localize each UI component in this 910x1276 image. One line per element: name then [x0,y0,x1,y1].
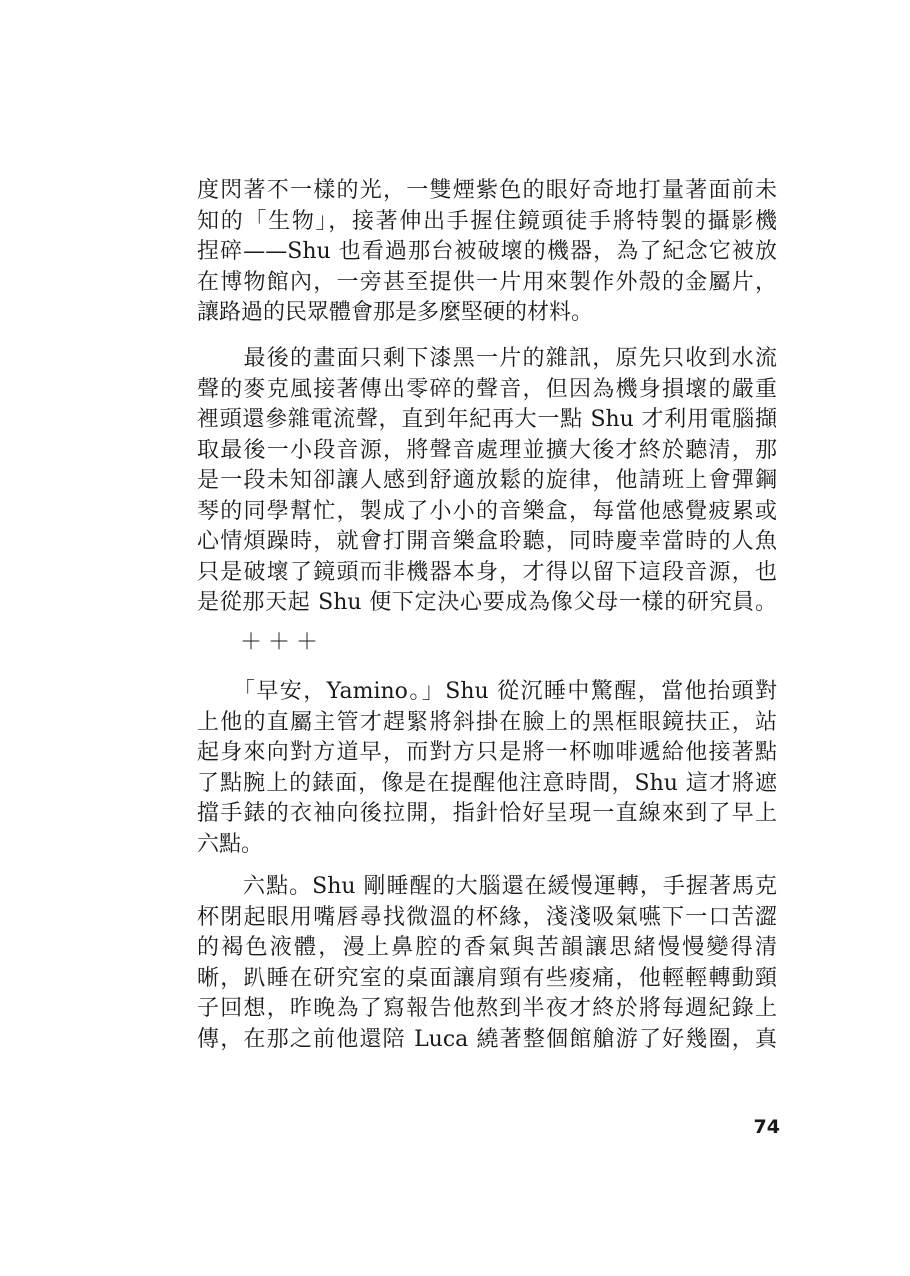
paragraph-line: 度閃著不一樣的光，一雙煙紫色的眼好奇地打量著面前未 [197,178,777,203]
paragraph-line: 六點。 [197,831,264,857]
page-number: 74 [753,1116,780,1138]
paragraph-line: 了點腕上的錶面，像是在提醒他注意時間，Shu 這才將遮 [197,770,777,796]
paragraph-line: 是從那天起 Shu 便下定決心要成為像父母一樣的研究員。 [197,590,777,615]
paragraph-line: 的褐色液體，漫上鼻腔的香氣與苦韻讓思緒慢慢變得清 [197,935,777,960]
paragraph-line: 琴的同學幫忙，製成了小小的音樂盒，每當他感覺疲累或 [197,498,777,524]
paragraph-line: 知的「生物」，接著伸出手握住鏡頭徒手將特製的攝影機 [197,208,777,234]
paragraph-3 [197,677,777,860]
paragraph-line: 捏碎——Shu 也看過那台被破壞的機器，為了紀念它被放 [197,239,777,264]
paragraph-line: 聲的麥克風接著傳出零碎的聲音，但因為機身損壞的嚴重 [197,376,777,402]
paragraph-line: 杯閉起眼用嘴唇尋找微溫的杯緣，淺淺吸氣嚥下一口苦澀 [197,904,777,930]
paragraph-line: 取最後一小段音源，將聲音處理並擴大後才終於聽清，那 [197,437,777,463]
paragraph-line: 起身來向對方道早，而對方只是將一杯咖啡遞給他接著點 [197,740,777,765]
paragraph-line: 子回想，昨晚為了寫報告他熬到半夜才終於將每週紀錄上 [197,996,777,1021]
paragraph-line: 讓路過的民眾體會那是多麼堅硬的材料。 [197,300,594,325]
paragraph-line: 上他的直屬主管才趕緊將斜掛在臉上的黑框眼鏡扶正，站 [197,709,777,735]
paragraph-1 [197,176,777,329]
paragraph-line: 裡頭還參雜電流聲，直到年紀再大一點 Shu 才利用電腦擷 [197,407,777,432]
paragraph-line: 心情煩躁時，就會打開音樂盒聆聽，同時慶幸當時的人魚 [197,529,777,554]
paragraph-line: 擋手錶的衣袖向後拉開，指針恰好呈現一直線來到了早上 [197,801,777,826]
section-separator: ＋＋＋ [240,630,325,655]
paragraph-line: 晰，趴睡在研究室的桌面讓肩頸有些痠痛，他輕輕轉動頸 [197,965,777,991]
paragraph-line: 「早安，Yamino。」Shu 從沉睡中驚醒，當他抬頭對 [197,679,777,704]
paragraph-line: 只是破壞了鏡頭而非機器本身，才得以留下這段音源，也 [197,559,777,585]
paragraph-line: 最後的畫面只剩下漆黑一片的雜訊，原先只收到水流 [197,346,777,371]
paragraph-line: 是一段未知卻讓人感到舒適放鬆的旋律，他請班上會彈鋼 [197,468,777,493]
paragraph-2 [197,344,777,619]
paragraph-line: 六點。Shu 剛睡醒的大腦還在緩慢運轉，手握著馬克 [197,874,777,899]
paragraph-line: 在博物館內，一旁甚至提供一片用來製作外殼的金屬片， [197,269,777,295]
paragraph-line: 傳，在那之前他還陪 Luca 繞著整個館艙游了好幾圈，真 [197,1026,777,1052]
paragraph-4 [197,872,777,1055]
